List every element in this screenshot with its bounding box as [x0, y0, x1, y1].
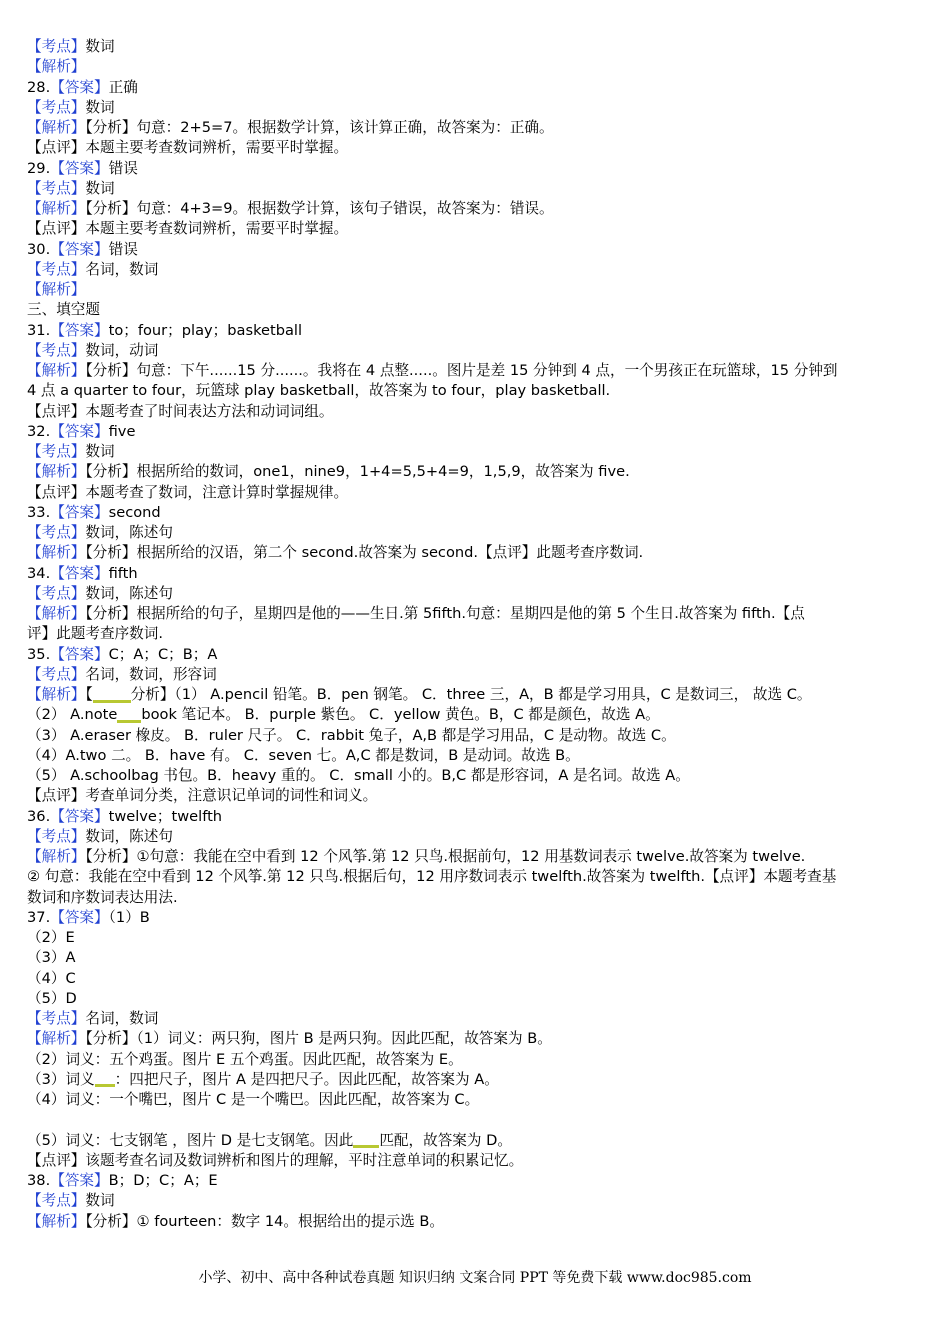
line-text: 【分析】根据所给的句子，星期四是他的——生日.第 5fifth.句意：星期四是他的第 5 个生日.故答案为 fifth.【点 — [85, 605, 805, 622]
line-text: 名词，数词，形容词 — [85, 665, 217, 683]
question-number: 35. — [27, 645, 51, 663]
line-text: twelve；twelfth — [108, 807, 223, 825]
line-text: 数词，陈述句 — [85, 827, 173, 845]
section-tag: 【考点】 — [27, 1010, 86, 1027]
line-text: B；D；C；A；E — [108, 1172, 218, 1189]
text-line — [27, 847, 923, 867]
line-text: 匹配，故答案为 D。 — [379, 1131, 512, 1149]
text-line — [27, 341, 923, 361]
line-text: 名词，数词 — [85, 260, 159, 278]
text-line — [27, 462, 923, 482]
section-tag: 【考点】 — [27, 665, 86, 683]
section-tag: 【考点】 — [27, 827, 86, 845]
text-line — [27, 827, 923, 847]
line-text: 数词 — [85, 98, 115, 116]
page-footer: 小学、初中、高中各种试卷真题 知识归纳 文案合同 PPT 等免费下载 www.doc985.com — [198, 1270, 752, 1286]
text-line — [27, 564, 923, 584]
section-tag: 【解析】 — [27, 544, 86, 562]
text-line — [27, 159, 923, 179]
line-text: C；A；C；B；A — [108, 645, 218, 663]
text-line — [27, 260, 923, 280]
line-text: 正确 — [108, 78, 138, 96]
line-text: （2）E — [27, 929, 75, 946]
line-text: second — [108, 503, 161, 521]
section-tag: 【考点】 — [27, 524, 86, 541]
text-line — [27, 604, 923, 624]
question-number: 30. — [27, 240, 51, 258]
section-tag: 【答案】 — [50, 564, 109, 582]
line-prefix: （2） A.note — [27, 706, 118, 724]
text-line — [27, 199, 923, 219]
text-line — [27, 1131, 923, 1151]
line-text: 数词 — [85, 38, 115, 55]
line-text: 数词和序数词表达用法. — [27, 888, 178, 906]
text-line — [27, 969, 923, 989]
line-text: （3） A.eraser 橡皮。 B．ruler 尺子。 C．rabbit 兔子，A,B 都是学习用品，C 是动物。故选 C。 — [27, 726, 676, 744]
section-tag: 【解析】 — [27, 200, 86, 217]
line-prefix: （3）词义 — [27, 1070, 95, 1088]
text-line — [27, 665, 923, 685]
text-line — [27, 1050, 923, 1070]
line-text: ：四把尺子，图片 A 是四把尺子。因此匹配，故答案为 A。 — [114, 1070, 499, 1088]
question-number: 29. — [27, 159, 51, 177]
line-text: 【分析】①句意：我能在空中看到 12 个风筝.第 12 只鸟.根据前句，12 用基数词表示 twelve.故答案为 twelve. — [85, 848, 806, 865]
text-line — [27, 219, 923, 239]
line-text: 【分析】（1）词义：两只狗，图片 B 是两只狗。因此匹配，故答案为 B。 — [85, 1030, 552, 1048]
highlight-mark — [117, 708, 141, 723]
line-text: five — [108, 422, 136, 440]
section-tag: 【答案】 — [50, 321, 109, 339]
line-text: 【点评】考查单词分类，注意识记单词的词性和词义。 — [27, 787, 378, 805]
highlight-mark — [353, 1133, 379, 1148]
text-line — [27, 280, 923, 300]
text-line — [27, 948, 923, 968]
question-number: 34. — [27, 564, 51, 582]
section-tag: 【答案】 — [50, 908, 109, 926]
text-line — [27, 908, 923, 928]
text-line — [27, 989, 923, 1009]
text-line — [27, 705, 923, 725]
text-line — [27, 118, 923, 138]
line-text: 评】此题考查序数词. — [27, 625, 163, 643]
text-line — [27, 746, 923, 766]
line-text: 数词 — [85, 443, 115, 460]
section-tag: 【解析】 — [27, 119, 86, 136]
text-line — [27, 57, 923, 77]
text-line — [27, 442, 923, 462]
line-text: 【分析】根据所给的数词，one1，nine9，1+4=5,5+4=9，1,5,9，故答案为 five. — [85, 463, 630, 481]
text-line — [27, 138, 923, 158]
text-line — [27, 726, 923, 746]
text-line — [27, 240, 923, 260]
text-line — [27, 402, 923, 422]
text-line — [27, 523, 923, 543]
line-text: 错误 — [108, 159, 138, 177]
text-line — [27, 1191, 923, 1211]
text-line — [27, 1090, 923, 1110]
section-tag: 【答案】 — [50, 503, 109, 521]
section-tag: 【解析】 — [27, 686, 86, 703]
section-tag: 【解析】 — [27, 58, 86, 76]
line-text: 数词 — [85, 1192, 115, 1210]
line-text: 【分析】① fourteen：数字 14。根据给出的提示选 B。 — [85, 1212, 445, 1230]
text-line — [27, 1212, 923, 1232]
text-line — [27, 78, 923, 98]
section-tag: 【考点】 — [27, 98, 86, 116]
question-number: 36. — [27, 807, 51, 825]
line-text: 数词，陈述句 — [85, 524, 173, 541]
line-text: （2）词义：五个鸡蛋。图片 E 五个鸡蛋。因此匹配，故答案为 E。 — [27, 1050, 463, 1068]
section-tag: 【答案】 — [50, 78, 109, 96]
line-text: （4）C — [27, 969, 76, 987]
text-line — [27, 321, 923, 341]
section-tag: 【解析】 — [27, 605, 86, 622]
text-line — [27, 381, 923, 401]
section-tag: 【解析】 — [27, 1030, 86, 1048]
text-line — [27, 543, 923, 563]
section-tag: 【考点】 — [27, 1192, 86, 1210]
section-tag: 【解析】 — [27, 1212, 86, 1230]
text-line — [27, 422, 923, 442]
line-text: 4 点 a quarter to four，玩篮球 play basketball，故答案为 to four，play basketball. — [27, 382, 611, 400]
question-number: 38. — [27, 1172, 51, 1189]
question-number: 28. — [27, 78, 51, 96]
text-line — [27, 503, 923, 523]
text-line — [27, 786, 923, 806]
text-line — [27, 1151, 923, 1171]
line-prefix: （5）词义：七支钢笔 ，图片 D 是七支钢笔。因此 — [27, 1131, 354, 1149]
text-line — [27, 1009, 923, 1029]
section-tag: 【答案】 — [50, 422, 109, 440]
line-text: 【分析】句意：下午......15 分......。我将在 4 点整.....。图片是差 15 分钟到 4 点，一个男孩正在玩篮球，15 分钟到 — [85, 362, 838, 379]
line-text: 分析】（1） A.pencil 铅笔。B．pen 钢笔。 C．three 三，A，B 都是学习用具，C 是数词三， 故选 C。 — [130, 686, 812, 703]
text-line — [27, 645, 923, 665]
text-line — [27, 361, 923, 381]
question-number: 32. — [27, 422, 51, 440]
section-tag: 【考点】 — [27, 341, 86, 359]
line-text: 名词，数词 — [85, 1010, 159, 1027]
text-line — [27, 179, 923, 199]
text-line — [27, 867, 923, 887]
text-line — [27, 37, 923, 57]
line-prefix: 【 — [85, 686, 93, 703]
line-text: 【分析】句意：4+3=9。根据数学计算，该句子错误，故答案为：错误。 — [85, 200, 554, 217]
line-text: （4）词义：一个嘴巴，图片 C 是一个嘴巴。因此匹配，故答案为 C。 — [27, 1091, 480, 1108]
document-body — [27, 37, 923, 1232]
line-text: book 笔记本。 B．purple 紫色。 C．yellow 黄色。B，C 都是颜色，故选 A。 — [141, 706, 660, 724]
section-tag: 【解析】 — [27, 281, 86, 298]
line-text: 【分析】句意：2+5=7。根据数学计算，该计算正确，故答案为：正确。 — [85, 119, 554, 136]
section-tag: 【考点】 — [27, 584, 86, 602]
line-text: 数词，动词 — [85, 341, 159, 359]
highlight-mark — [93, 688, 131, 703]
line-text: 错误 — [108, 240, 138, 258]
line-text: 三、填空题 — [27, 301, 100, 319]
section-tag: 【考点】 — [27, 443, 86, 460]
text-line — [27, 928, 923, 948]
question-number: 31. — [27, 321, 51, 339]
text-line — [27, 1070, 923, 1090]
section-tag: 【解析】 — [27, 463, 86, 481]
text-line — [27, 766, 923, 786]
line-text: （3）A — [27, 949, 76, 967]
text-line — [27, 888, 923, 908]
section-tag: 【考点】 — [27, 38, 86, 55]
line-text: （4）A.two 二。 B．have 有。 C．seven 七。A,C 都是数词，B 是动词。故选 B。 — [27, 746, 580, 764]
section-tag: 【答案】 — [50, 159, 109, 177]
line-text: ② 句意：我能在空中看到 12 个风筝.第 12 只鸟.根据后句，12 用序数词表示 twelfth.故答案为 twelfth.【点评】本题考查基 — [27, 868, 837, 886]
line-text: 数词 — [85, 179, 115, 197]
text-line — [27, 483, 923, 503]
section-tag: 【考点】 — [27, 260, 86, 278]
text-line — [27, 584, 923, 604]
line-text: 【分析】根据所给的汉语，第二个 second.故答案为 second.【点评】此题考查序数词. — [85, 544, 644, 562]
section-tag: 【答案】 — [50, 1172, 109, 1189]
line-text: 数词，陈述句 — [85, 584, 173, 602]
line-text: （5）D — [27, 989, 77, 1007]
line-text: （1）B — [108, 908, 150, 926]
line-text: 【点评】本题考查了时间表达方法和动词词组。 — [27, 402, 334, 420]
line-text: 【点评】本题考查了数词，注意计算时掌握规律。 — [27, 483, 349, 501]
line-text: 【点评】该题考查名词及数词辨析和图片的理解，平时注意单词的积累记忆。 — [27, 1151, 524, 1169]
text-line — [27, 1171, 923, 1191]
highlight-mark — [95, 1072, 115, 1087]
line-text: to；four；play；basketball — [108, 321, 303, 339]
question-number: 37. — [27, 908, 51, 926]
text-line — [27, 300, 923, 320]
section-tag: 【考点】 — [27, 179, 86, 197]
line-text: 【点评】本题主要考查数词辨析，需要平时掌握。 — [27, 220, 349, 238]
section-tag: 【答案】 — [50, 240, 109, 258]
line-text: （5） A.schoolbag 书包。B．heavy 重的。 C．small 小的。B,C 都是形容词，A 是名词。故选 A。 — [27, 767, 690, 784]
text-line — [27, 807, 923, 827]
question-number: 33. — [27, 503, 51, 521]
section-tag: 【答案】 — [50, 645, 109, 663]
text-line — [27, 685, 923, 705]
text-line — [27, 1029, 923, 1049]
text-line — [27, 1110, 923, 1130]
text-line — [27, 98, 923, 118]
line-text: 【点评】本题主要考查数词辨析，需要平时掌握。 — [27, 139, 349, 157]
section-tag: 【解析】 — [27, 848, 86, 865]
section-tag: 【答案】 — [50, 807, 109, 825]
section-tag: 【解析】 — [27, 362, 86, 379]
text-line — [27, 624, 923, 644]
line-text: fifth — [108, 564, 138, 582]
